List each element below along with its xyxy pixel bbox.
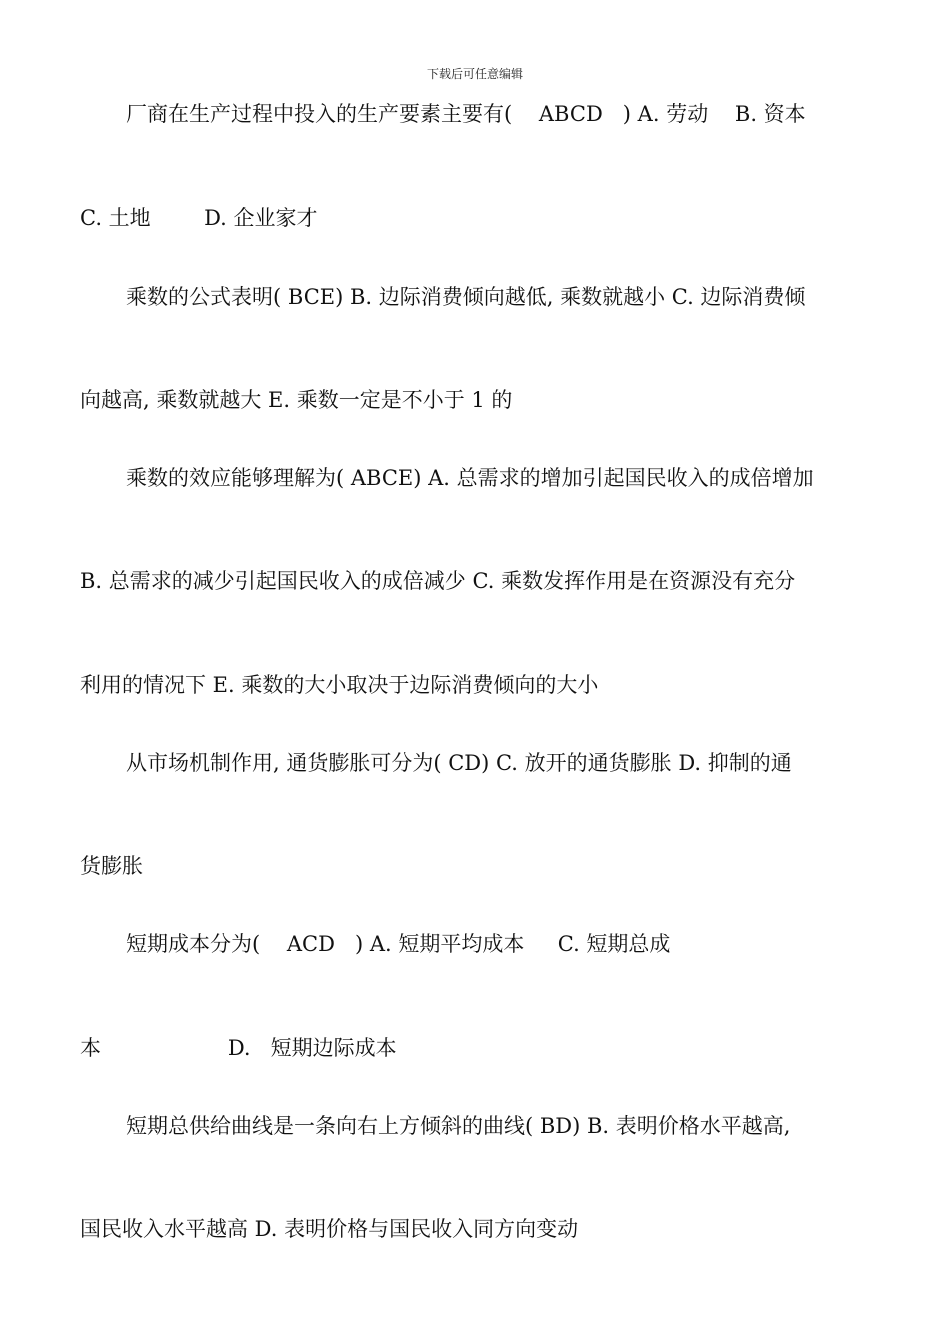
text-line: B. 总需求的减少引起国民收入的成倍减少 C. 乘数发挥作用是在资源没有充分 bbox=[80, 569, 796, 593]
text-line: C. 土地 D. 企业家才 bbox=[80, 206, 318, 230]
text-line: 本 D. 短期边际成本 bbox=[80, 1036, 397, 1060]
text-line: 乘数的效应能够理解为( ABCE) A. 总需求的增加引起国民收入的成倍增加 bbox=[126, 466, 814, 490]
text-line: 厂商在生产过程中投入的生产要素主要有( ABCD ) A. 劳动 B. 资本 bbox=[126, 102, 806, 126]
text-line: 国民收入水平越高 D. 表明价格与国民收入同方向变动 bbox=[80, 1217, 579, 1241]
text-line: 向越高, 乘数就越大 E. 乘数一定是不小于 1 的 bbox=[80, 388, 513, 412]
text-line: 利用的情况下 E. 乘数的大小取决于边际消费倾向的大小 bbox=[80, 673, 599, 697]
text-line: 乘数的公式表明( BCE) B. 边际消费倾向越低, 乘数就越小 C. 边际消费倾 bbox=[126, 285, 806, 309]
text-line: 短期成本分为( ACD ) A. 短期平均成本 C. 短期总成 bbox=[126, 932, 671, 956]
page-header: 下载后可任意编辑 bbox=[426, 67, 523, 81]
text-line: 从市场机制作用, 通货膨胀可分为( CD) C. 放开的通货膨胀 D. 抑制的通 bbox=[126, 751, 792, 775]
text-line: 货膨胀 bbox=[80, 854, 143, 878]
text-line: 短期总供给曲线是一条向右上方倾斜的曲线( BD) B. 表明价格水平越高, bbox=[126, 1114, 791, 1138]
